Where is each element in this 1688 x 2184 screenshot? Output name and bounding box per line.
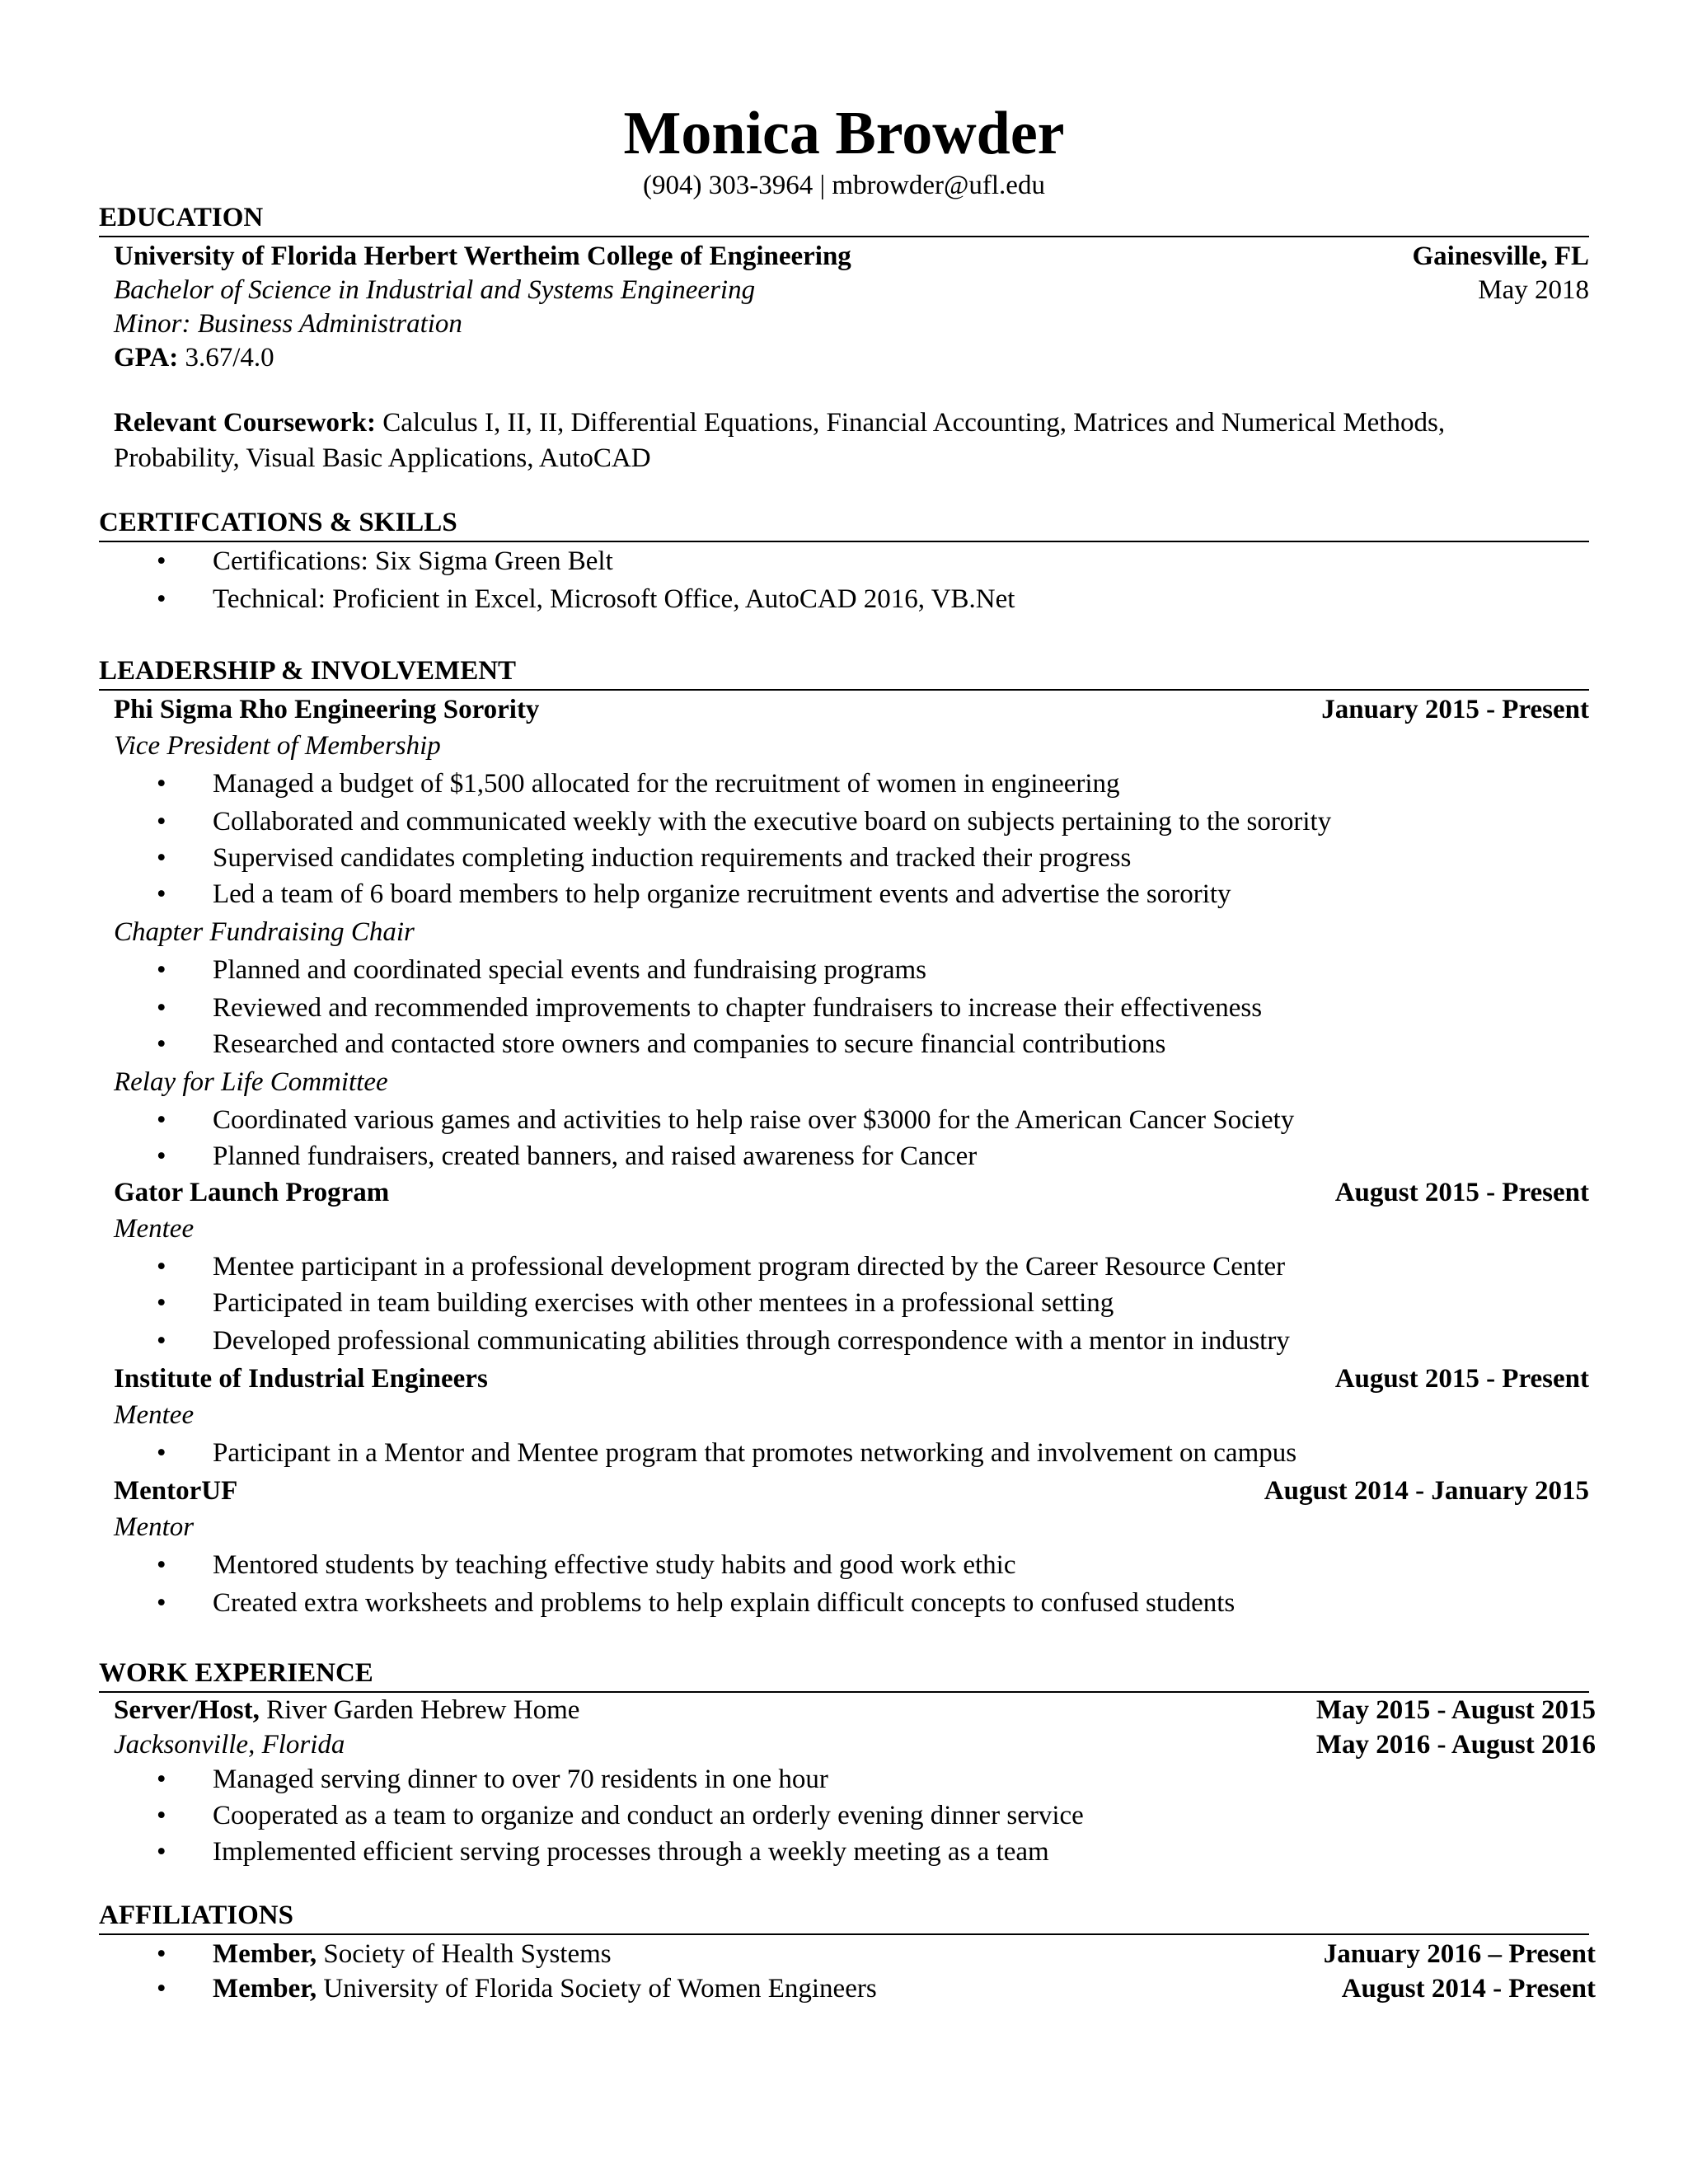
bullet-icon: • <box>157 1765 166 1794</box>
bullet-icon: • <box>157 769 166 799</box>
bullet-icon: • <box>157 1105 166 1135</box>
org-name: Phi Sigma Rho Engineering Sorority <box>114 695 540 724</box>
org-date: January 2015 - Present <box>1321 695 1589 724</box>
work-section <box>99 1657 1589 1693</box>
affiliation-date: January 2016 – Present <box>1323 1939 1596 1969</box>
work-location-row <box>114 1727 1596 1763</box>
org-row <box>114 1361 1589 1397</box>
bullet-icon: • <box>157 993 166 1023</box>
bullet-icon: • <box>157 1326 166 1356</box>
bullet-icon: • <box>157 843 166 873</box>
coursework-label: Relevant Coursework: <box>114 408 377 438</box>
coursework-value: Calculus I, II, II, Differential Equations, Financial Accounting, Matrices and Numerical Methods, Probability, Visual Basic Applications, AutoCAD <box>114 408 1446 473</box>
leadership-section <box>99 654 1589 691</box>
candidate-name: Monica Browder <box>623 100 1065 167</box>
job-location: Jacksonville, Florida <box>114 1730 345 1760</box>
role-title: Vice President of Membership <box>114 731 441 761</box>
org-date: August 2015 - Present <box>1334 1364 1589 1394</box>
gpa-line <box>114 340 274 376</box>
education-title: EDUCATION <box>99 201 1589 237</box>
job-date: May 2016 - August 2016 <box>1315 1730 1596 1760</box>
education-degree-row <box>114 273 1589 308</box>
org-date: August 2014 - January 2015 <box>1264 1476 1589 1506</box>
school-location: Gainesville, FL <box>1412 241 1589 271</box>
org-date: August 2015 - Present <box>1334 1178 1589 1207</box>
bullet-icon: • <box>157 1550 166 1580</box>
bullet-icon: • <box>157 1588 166 1618</box>
bullet-icon: • <box>157 1288 166 1318</box>
resume-page: Monica Browder (904) 303-3964 | mbrowder@ufl.edu EDUCATION University of Florida Herbert Wertheim College of Engineering Gainesville, FL Bachelor of Science in Industrial and Systems Engineering May 2018 Minor: Business Administration GPA: 3.67/4.0 Relevant Coursework: Calculus I, II, II, Differential Equations, Financial Accounting, Matrices and Numerical Methods, Probability, Visual Basic Applications, AutoCAD CERTIFCATIONS & SKILLS • Certifications: Six Sigma Green Belt • Technical: Proficient in Excel, Microsoft Office, AutoCAD 2016, VB.Net LEADERSHIP & INVOLVEMENT Phi Sigma Rho Engineering Sorority January 2015 - Present Vice President of Membership • Managed a budget of $1,500 allocated for the recruitment of women in engineering • Collaborated and communicated weekly with the executive board on subjects pertaining to the sorority • Supervised candidates completing induction requirements and tracked their progress • Led a team of 6 board members to help organize recruitment events and advertise the sorority Chapter Fundraising Chair • Planned and coordinated special events and fundraising programs • Reviewed and recommended improvements to chapter fundraisers to increase their effectiveness • Researched and contacted store owners and companies to secure financial contributions Relay for Life Committee • Coordinated various games and activities to help raise over $3000 for the American Cancer Society • Planned fundraisers, created banners, and raised awareness for Cancer Gator Launch Program August 2015 - Present Mentee • Mentee participant in a professional development program directed by the Career Resource Center • Participated in team building exercises with other mentees in a professional setting • Developed professional communicating abilities through correspondence with a mentor in industry Institute of Industrial Engineers August 2015 - Present Mentee • Participant in a Mentor and Mentee program that promotes networking and involvement on campus MentorUF August 2014 - January 2015 Mentor • Mentored students by teaching effective study habits and good work ethic • Created extra worksheets and problems to help explain difficult concepts to confused students WORK EXPERIENCE Server/Host, River Garden Hebrew Home May 2015 - August 2015 Jacksonville, Florida May 2016 - August 2016 • Managed serving dinner to over 70 residents in one hour • Cooperated as a team to organize and conduct an orderly evening dinner service • Implemented efficient serving processes through a weekly meeting as a team AFFILIATIONS • Member, Society of Health Systems January 2016 – Present • Member, University of Florida Society of Women Engineers August 2014 - Present <box>0 0 1688 2184</box>
graduation-date: May 2018 <box>1478 275 1589 305</box>
education-section <box>99 201 1589 237</box>
leadership-title: LEADERSHIP & INVOLVEMENT <box>99 654 1589 691</box>
role-title: Mentee <box>114 1400 195 1430</box>
bullet-icon: • <box>157 955 166 985</box>
role-title: Mentee <box>114 1214 195 1244</box>
job-date: May 2015 - August 2015 <box>1315 1695 1596 1725</box>
bullet-icon: • <box>157 879 166 909</box>
bullet-icon: • <box>157 1974 166 2004</box>
bullet-icon: • <box>157 584 166 614</box>
bullet-icon: • <box>157 1141 166 1171</box>
gpa-label: GPA: <box>114 343 179 373</box>
bullet-icon: • <box>157 1029 166 1059</box>
certifications-title: CERTIFCATIONS & SKILLS <box>99 506 1589 542</box>
affiliation-date: August 2014 - Present <box>1341 1974 1596 2004</box>
bullet-icon: • <box>157 1438 166 1468</box>
school-name: University of Florida Herbert Wertheim College of Engineering <box>114 241 851 271</box>
affiliations-title: AFFILIATIONS <box>99 1899 1589 1935</box>
role-title: Chapter Fundraising Chair <box>114 917 415 947</box>
minor: Minor: Business Administration <box>114 309 462 339</box>
contact-line: (904) 303-3964 | mbrowder@ufl.edu <box>643 171 1045 200</box>
bullet-icon: • <box>157 1801 166 1830</box>
certifications-section <box>99 506 1589 542</box>
org-row <box>114 1474 1589 1509</box>
org-name: Institute of Industrial Engineers <box>114 1364 488 1394</box>
coursework <box>114 405 1564 476</box>
education-school-row <box>114 239 1589 274</box>
bullet-icon: • <box>157 546 166 576</box>
org-row <box>114 1175 1589 1211</box>
bullet-icon: • <box>157 807 166 837</box>
bullet-icon: • <box>157 1837 166 1867</box>
work-title: WORK EXPERIENCE <box>99 1657 1589 1693</box>
affiliations-section <box>99 1899 1589 1935</box>
org-name: Gator Launch Program <box>114 1178 390 1207</box>
gpa-value: 3.67/4.0 <box>178 343 274 373</box>
org-row <box>114 692 1589 728</box>
role-title: Mentor <box>114 1512 195 1542</box>
work-row <box>114 1693 1596 1728</box>
bullet-icon: • <box>157 1252 166 1282</box>
degree: Bachelor of Science in Industrial and Systems Engineering <box>114 275 756 305</box>
org-name: MentorUF <box>114 1476 238 1506</box>
role-title: Relay for Life Committee <box>114 1067 388 1097</box>
job-title: Server/Host, River Garden Hebrew Home <box>114 1695 580 1725</box>
bullet-icon: • <box>157 1939 166 1969</box>
